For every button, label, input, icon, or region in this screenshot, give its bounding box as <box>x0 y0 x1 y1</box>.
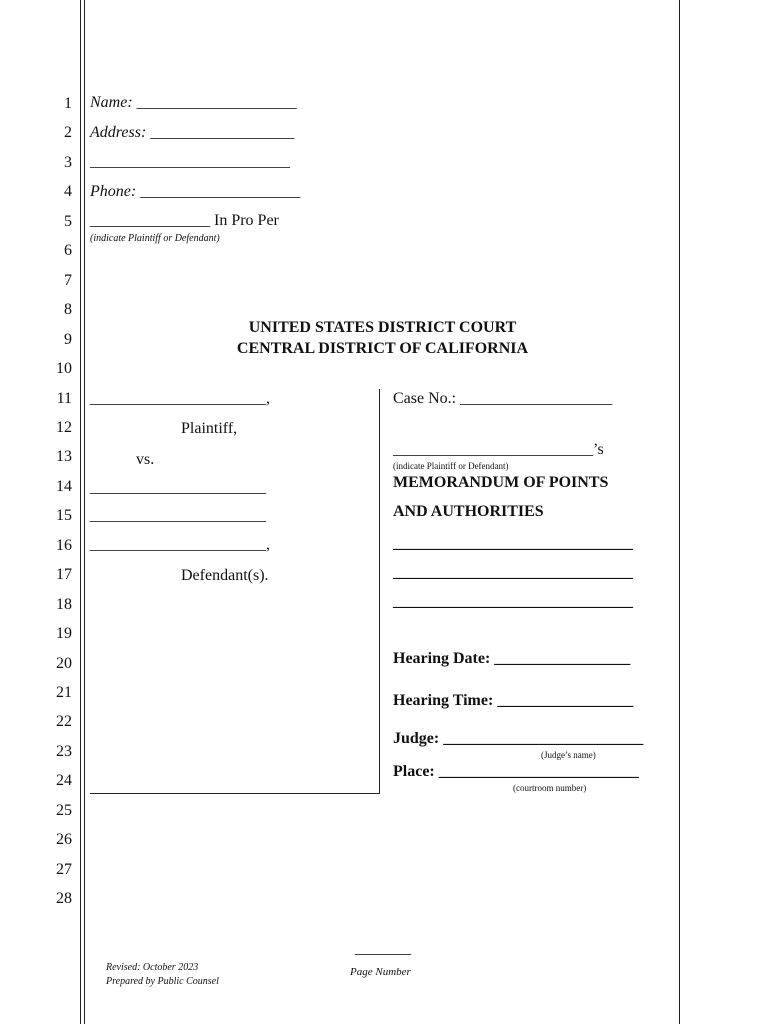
line-number: 11 <box>56 389 72 407</box>
line-number: 27 <box>56 860 72 878</box>
memo-title-line-1: MEMORANDUM OF POINTS <box>393 474 609 491</box>
revised-date: Revised: October 2023 <box>106 962 199 973</box>
memo-title-line-2: AND AUTHORITIES <box>393 503 544 520</box>
judge-field: Judge: _________________________ <box>393 730 644 747</box>
line-number: 28 <box>56 890 72 908</box>
party-note: (indicate Plaintiff or Defendant) <box>393 461 509 471</box>
name-field: Name: ____________________ <box>90 94 297 111</box>
address-line-2: _________________________ <box>90 153 290 170</box>
line-number: 22 <box>56 713 72 731</box>
place-field: Place: _________________________ <box>393 763 639 780</box>
left-margin-line-outer <box>80 0 81 1024</box>
line-number: 4 <box>64 183 72 201</box>
hearing-time-field: Hearing Time: _________________ <box>393 692 634 709</box>
phone-field: Phone: ____________________ <box>90 183 301 200</box>
line-number: 20 <box>56 654 72 672</box>
place-note: (courtroom number) <box>513 783 587 793</box>
line-number: 21 <box>56 684 72 701</box>
line-number: 10 <box>56 360 72 378</box>
party-blank: _________________________’s <box>393 441 604 458</box>
line-number: 13 <box>56 448 72 466</box>
line-number: 25 <box>56 801 72 819</box>
line-number: 1 <box>64 95 72 112</box>
pro-per-field: _______________ In Pro Per <box>90 212 279 229</box>
line-number: 12 <box>56 418 72 436</box>
defendant-blank-1: ______________________ <box>90 479 266 496</box>
description-blank-3: ______________________________ <box>393 593 633 610</box>
vs-label: vs. <box>136 451 155 468</box>
right-margin-line <box>679 0 680 1024</box>
line-number: 3 <box>64 153 72 171</box>
line-number: 8 <box>64 301 72 319</box>
description-blank-1: ______________________________ <box>393 535 633 552</box>
court-title-line-1: UNITED STATES DISTRICT COURT <box>248 319 517 336</box>
caption-divider-vertical <box>379 389 380 794</box>
prepared-by: Prepared by Public Counsel <box>106 976 219 987</box>
plaintiff-label: Plaintiff, <box>181 420 238 437</box>
line-number: 16 <box>56 536 72 554</box>
line-number: 14 <box>56 477 72 495</box>
page-number-label: Page Number <box>350 966 411 978</box>
hearing-date-field: Hearing Date: _________________ <box>393 650 631 667</box>
description-blank-2: ______________________________ <box>393 564 633 581</box>
left-margin-line-inner <box>84 0 85 1024</box>
defendant-blank-2: ______________________ <box>90 507 266 524</box>
line-number: 18 <box>56 595 72 613</box>
caption-divider-horizontal <box>90 793 380 794</box>
line-number: 23 <box>56 742 72 760</box>
address-field: Address: __________________ <box>90 124 295 141</box>
line-number: 6 <box>64 242 72 260</box>
line-number: 17 <box>56 566 72 584</box>
defendant-blank-3: ______________________, <box>90 536 270 553</box>
line-number: 26 <box>56 831 72 849</box>
line-number: 5 <box>64 212 72 230</box>
case-number-field: Case No.: ___________________ <box>393 390 613 407</box>
line-number: 9 <box>64 330 72 348</box>
court-title-line-2: CENTRAL DISTRICT OF CALIFORNIA <box>236 340 529 357</box>
page-number-line: _______ <box>355 940 411 957</box>
pro-per-note: (indicate Plaintiff or Defendant) <box>90 233 220 244</box>
line-number: 2 <box>64 124 72 142</box>
plaintiff-blank: ______________________, <box>90 390 270 407</box>
line-number: 24 <box>56 772 72 790</box>
line-number: 19 <box>56 625 72 643</box>
defendant-label: Defendant(s). <box>181 567 269 584</box>
line-number: 7 <box>64 271 72 289</box>
line-number: 15 <box>56 507 72 525</box>
judge-note: (Judge’s name) <box>541 750 596 760</box>
